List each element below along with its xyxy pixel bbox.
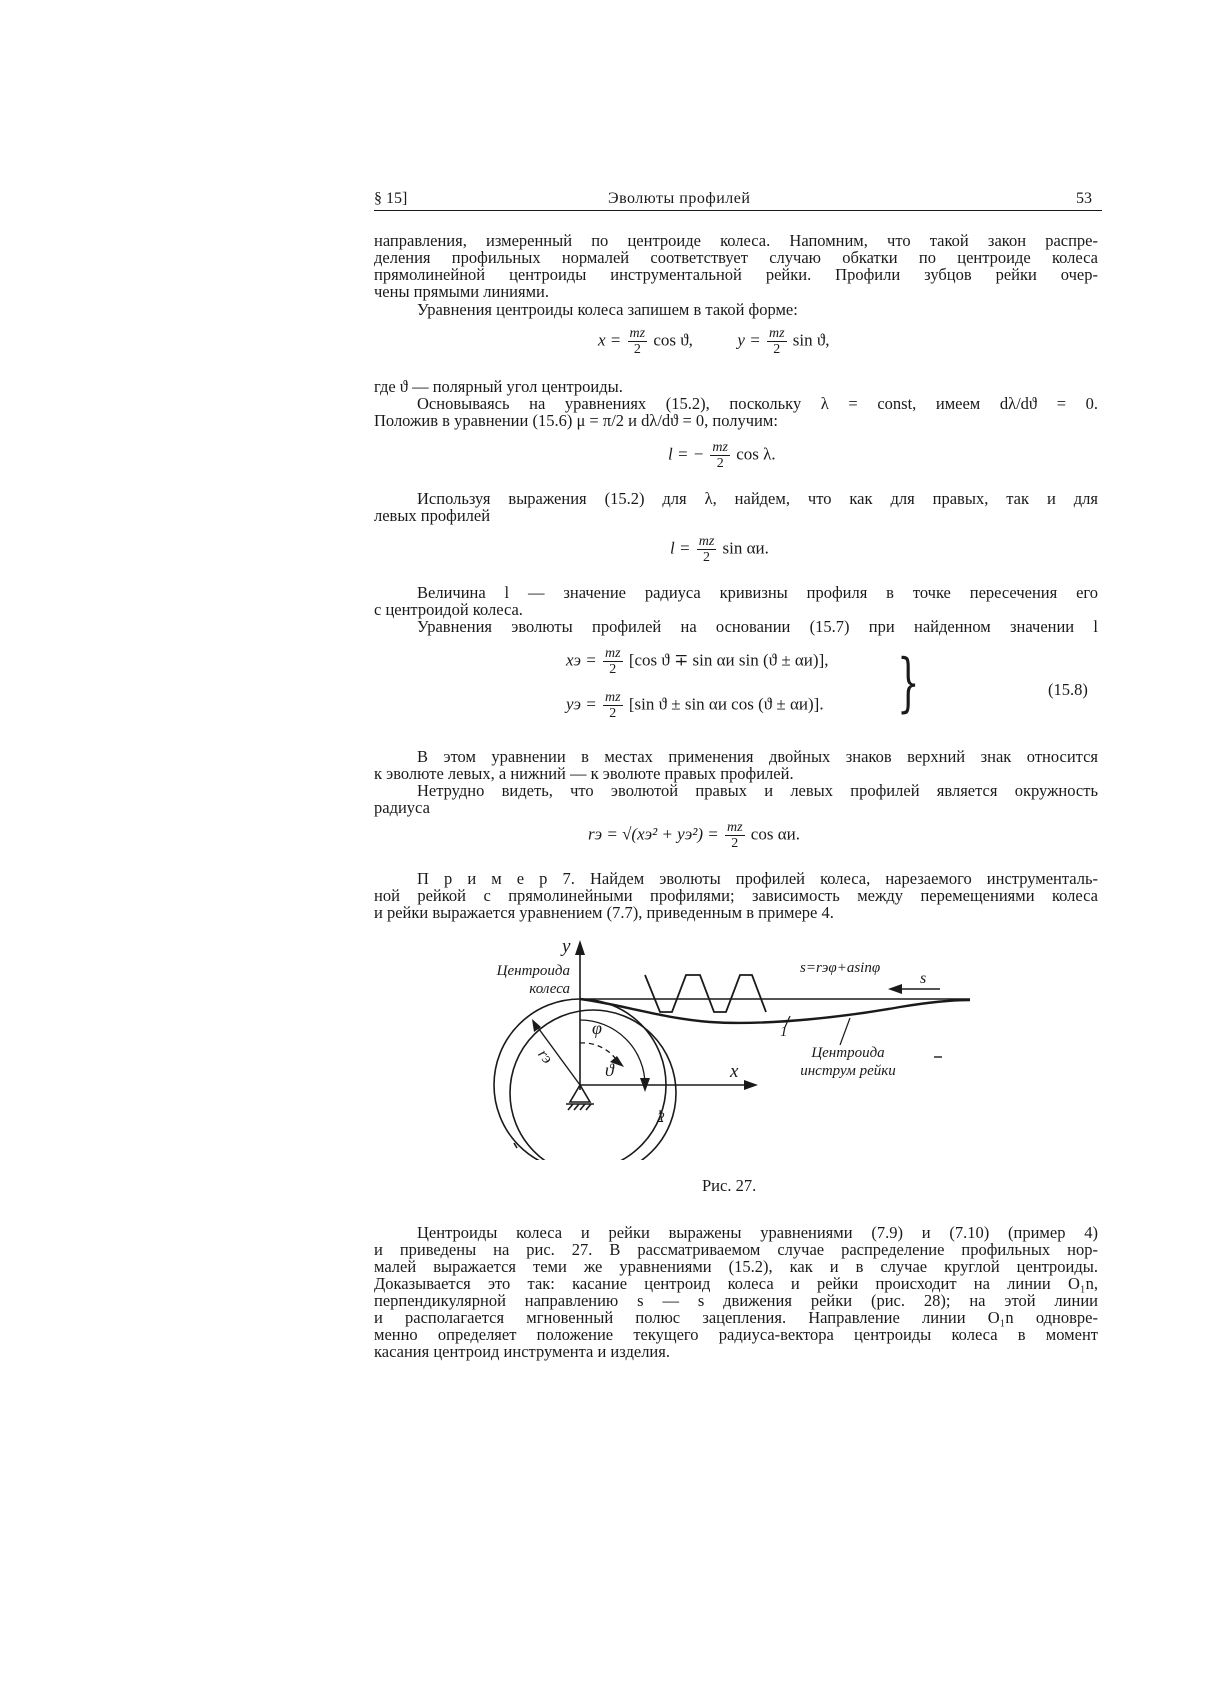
text-line: малей выражается теми же уравнениями (15.2), как и в случае круглой центроиды. [374,1257,1098,1276]
label-wheel-centroid: Центроида колеса [496,963,570,997]
label-rack-centroid: Центроида инструм рейки [800,1045,896,1079]
text-line: и располагается мгновенный полюс зацепления. Направление линии O₁n одновре- [374,1308,1098,1327]
text-line: Используя выражения (15.2) для λ, найдем, что как для правых, так и для [417,489,1098,508]
equation-l-cos: l = − $\frac{mz}{2}$ cos λ. [668,440,776,471]
label-r: rэ [534,1046,556,1068]
equation-l-sin: l = $\frac{mz}{2}$ sin αи. [670,534,769,565]
text-line: прямолинейной центроиды инструментальной рейки. Профили зубцов рейки очер- [374,265,1098,284]
text-line: Уравнения центроиды колеса запишем в такой форме: [417,300,798,319]
text-line: и приведены на рис. 27. В рассматриваемом случае распределение профильных нор- [374,1240,1098,1259]
text-line: Положив в уравнении (15.6) μ = π/2 и dλ/dϑ = 0, получим: [374,411,778,430]
text-line: Доказывается это так: касание центроид колеса и рейки происходит на линии O₁n, [374,1274,1098,1293]
label-phi: φ [592,1018,602,1038]
text-line: Нетрудно видеть, что эволютой правых и левых профилей является окружность [417,781,1098,800]
brace: } [897,646,920,720]
label-2: 2 [657,1110,665,1126]
equation-evolute-y: yэ = $\frac{mz}{2}$ [sin ϑ ± sin αи cos (ϑ ± αи)]. [566,690,824,721]
label-formula: s=rэφ+asinφ [800,960,881,976]
equation-centroid: x = $\frac{mz}{2}$ cos ϑ, y = $\frac{mz}{2}$ sin ϑ, [598,326,830,357]
equation-number: (15.8) [1048,680,1088,699]
text-line: Уравнения эволюты профилей на основании (15.7) при найденном значении l [417,617,1098,636]
text-line: левых профилей [374,506,491,525]
text-line: где ϑ — полярный угол центроиды. [374,377,623,396]
page-number: 53 [1076,190,1092,207]
text-line: перпендикулярной направлению s — s движения рейки (рис. 28); на этой линии [374,1291,1098,1310]
axis-label-x: x [730,1061,739,1082]
text-line: с центроидой колеса. [374,600,523,619]
figure-caption: Рис. 27. [702,1176,757,1195]
text-line: Основываясь на уравнениях (15.2), поскольку λ = const, имеем dλ/dϑ = 0. [417,394,1098,413]
equation-evolute-x: xэ = $\frac{mz}{2}$ [cos ϑ ∓ sin αи sin (ϑ ± αи)], [566,646,829,677]
text-line: к эволюте левых, а нижний — к эволюте правых профилей. [374,764,794,783]
text-line: касания центроид инструмента и изделия. [374,1342,670,1361]
equation-radius: rэ = √(xэ² + yэ²) = $\frac{mz}{2}$ cos αи. [588,820,800,851]
text-line: чены прямыми линиями. [374,282,549,301]
section-ref: § 15] [374,190,408,207]
text-line: Величина l — значение радиуса кривизны профиля в точке пересечения его [417,583,1098,602]
text-line: направления, измеренный по центроиде колеса. Напомним, что такой закон распре- [374,231,1098,250]
label-1: 1 [780,1024,788,1040]
label-theta: ϑ [605,1060,614,1080]
running-title: Эволюты профилей [608,190,751,207]
text-line: и рейки выражается уравнением (7.7), приведенным в примере 4. [374,903,834,922]
header-rule [374,210,1102,211]
text-line: деления профильных нормалей соответствует случаю обкатки по центроиде колеса [374,248,1098,267]
text-line: Центроиды колеса и рейки выражены уравнениями (7.9) и (7.10) (пример 4) [417,1223,1098,1242]
text-line: радиуса [374,798,430,817]
label-s: s [920,970,927,987]
text-line: П р и м е р 7. Найдем эволюты профилей колеса, нарезаемого инструменталь- [417,869,1098,888]
text-line: ной рейкой с прямолинейными профилями; зависимость между перемещениями колеса [374,886,1098,905]
text-line: менно определяет положение текущего радиуса-вектора центроиды колеса в момент [374,1325,1098,1344]
text-line: В этом уравнении в местах применения двойных знаков верхний знак относится [417,747,1098,766]
axis-label-y: y [562,936,571,957]
